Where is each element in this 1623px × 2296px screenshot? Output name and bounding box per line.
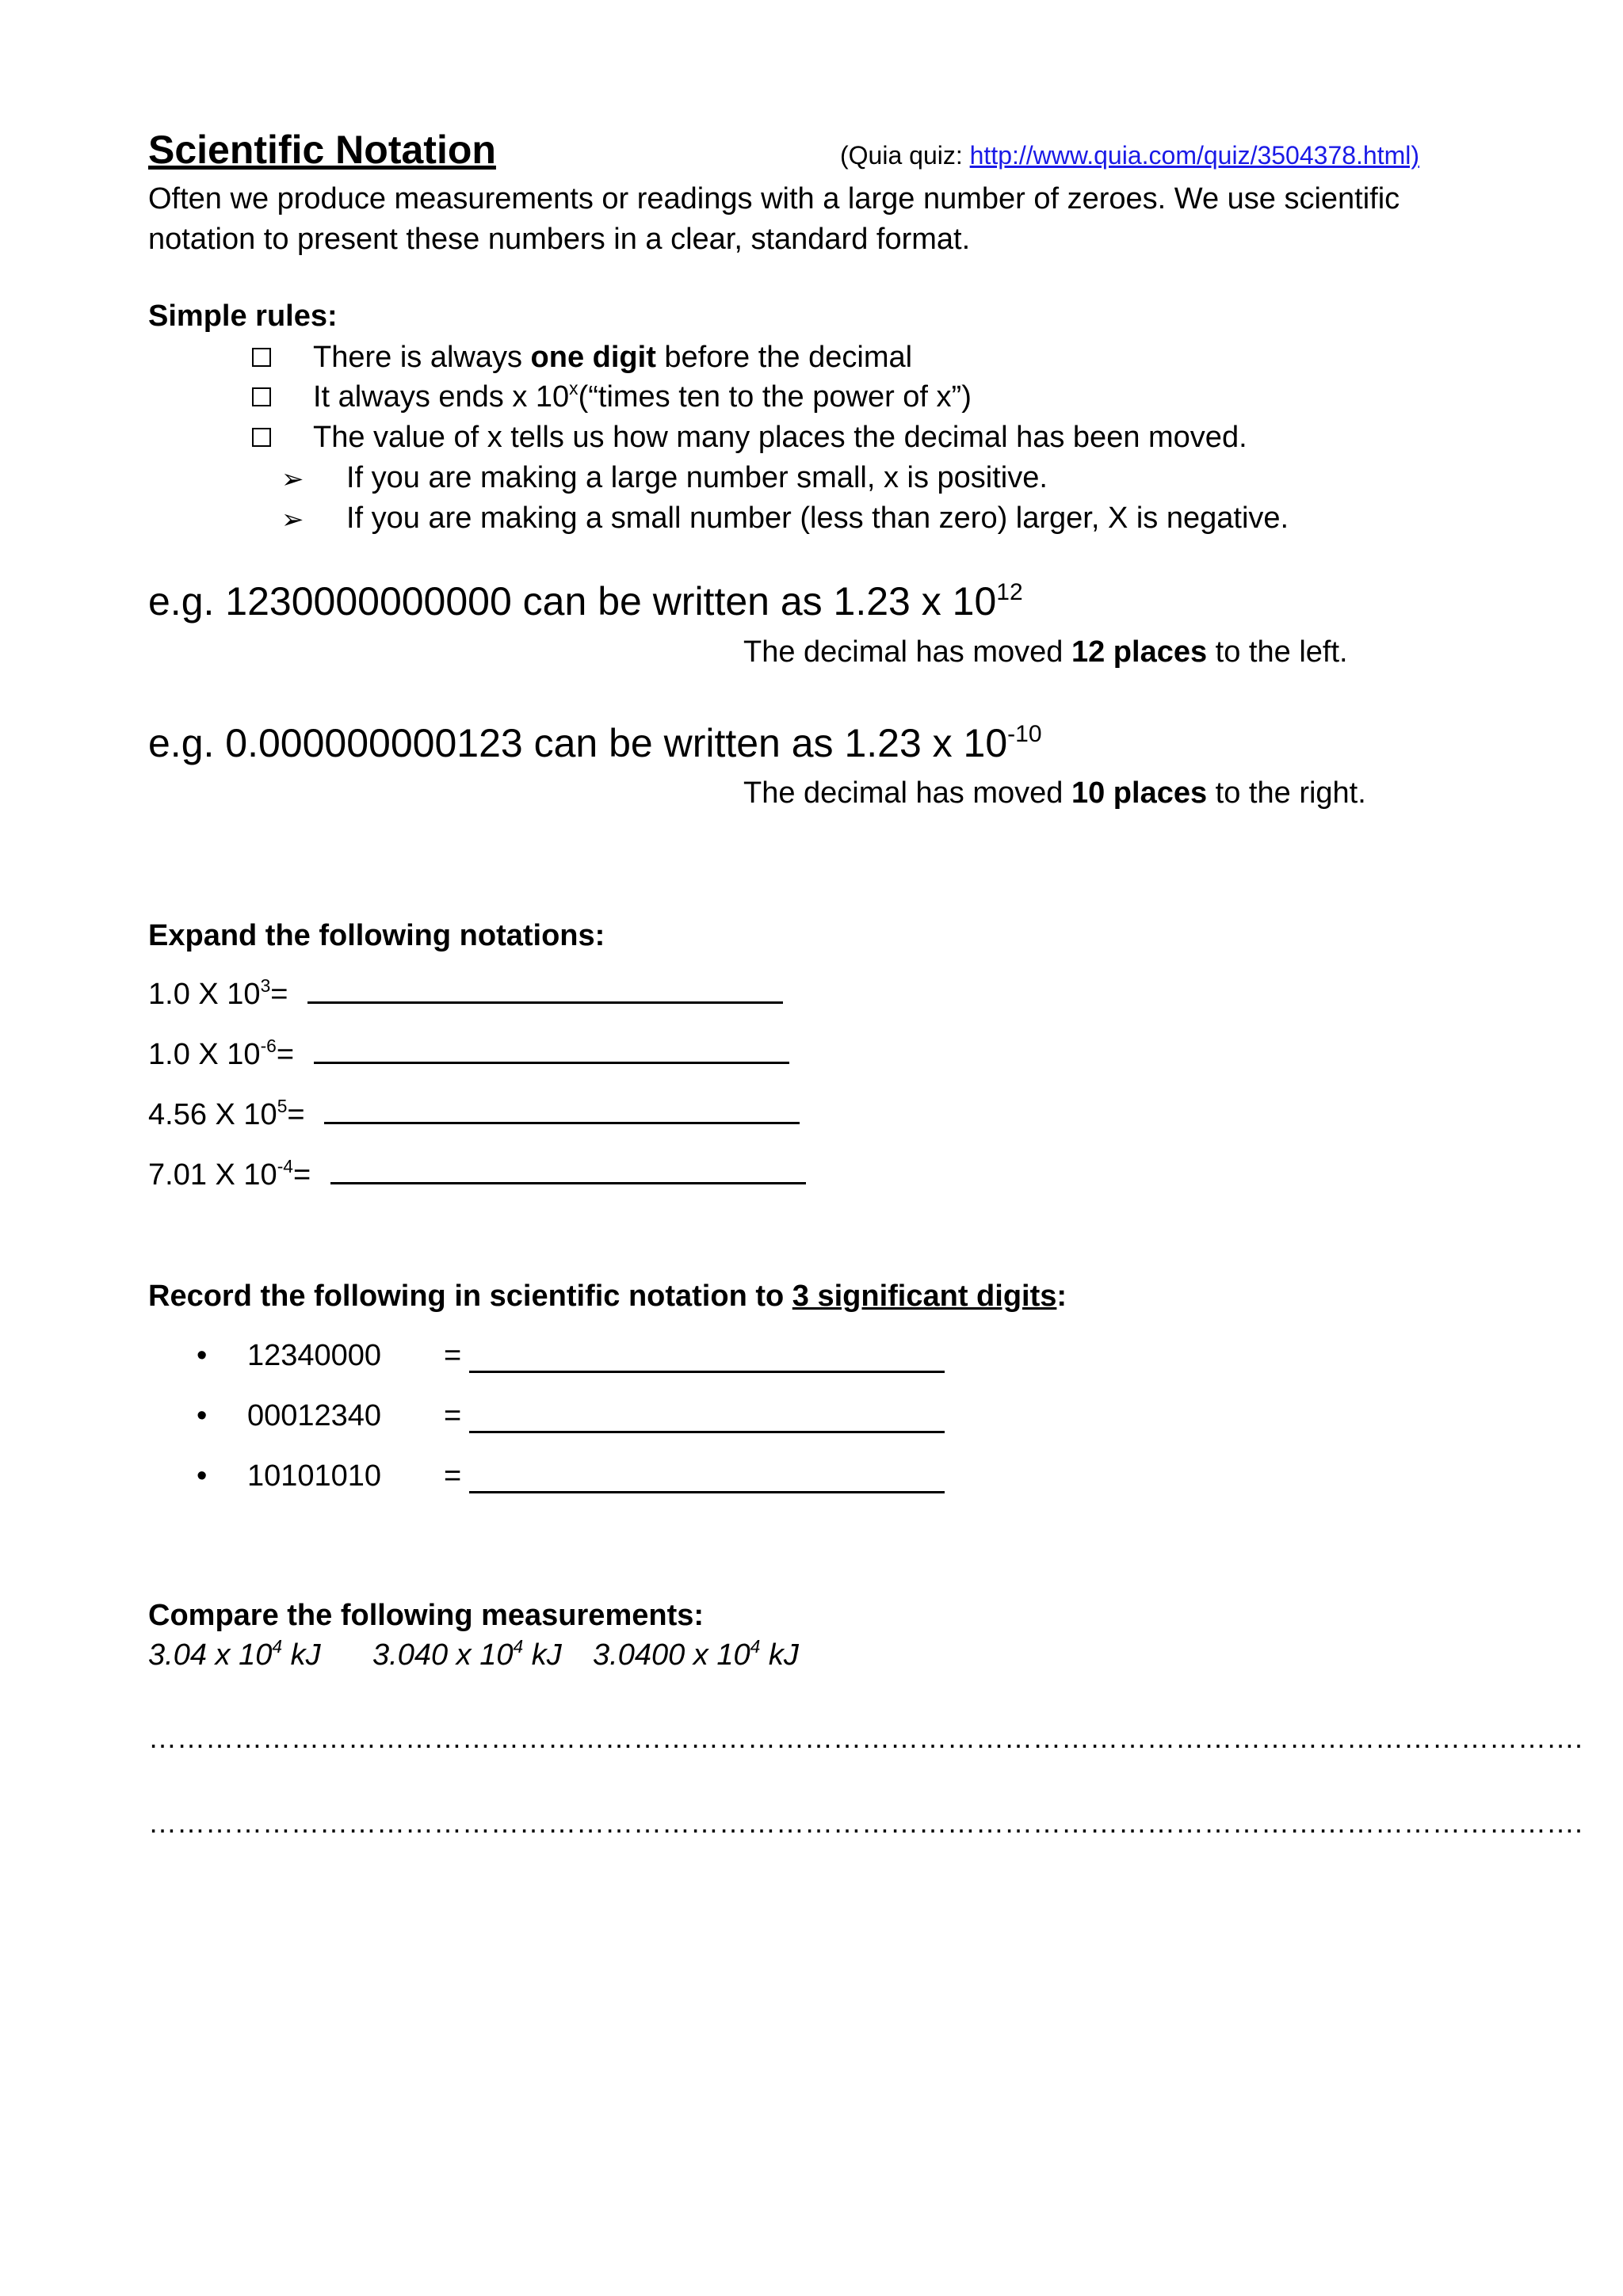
measurement-1-unit: kJ — [282, 1638, 321, 1672]
example-1-note-post: to the left. — [1207, 635, 1348, 669]
measurement-2-exponent: 4 — [513, 1636, 524, 1657]
expand-item-equals: = — [270, 978, 288, 1011]
measurement-3 — [593, 1638, 799, 1672]
record-heading-post: : — [1056, 1280, 1067, 1313]
rule-1-pre: There is always — [313, 341, 531, 374]
answer-blank[interactable] — [469, 1467, 945, 1493]
checkbox-icon — [252, 348, 271, 367]
expand-item-equals: = — [292, 1158, 311, 1192]
rule-2-pre: It always ends x 10 — [313, 380, 570, 414]
arrow-bullet-icon: ➢ — [281, 505, 304, 535]
answer-dotted-line-2[interactable]: ……………………………………………………………………………………………………………………………………. — [148, 1806, 1583, 1839]
example-1-note-pre: The decimal has moved — [743, 635, 1071, 669]
expand-item-base: 1.0 X 10 — [148, 978, 261, 1011]
rule-2 — [313, 380, 972, 414]
quiz-reference — [840, 141, 1419, 170]
measurement-3-unit: kJ — [760, 1638, 799, 1672]
checkbox-icon — [252, 387, 271, 406]
example-2 — [148, 720, 1042, 766]
example-2-note-post: to the right. — [1207, 776, 1366, 810]
example-2-note-bold: 10 places — [1071, 776, 1208, 810]
expand-item-base: 4.56 X 10 — [148, 1098, 277, 1131]
answer-dotted-line-1[interactable]: ……………………………………………………………………………………………………………………………………. — [148, 1722, 1583, 1754]
measurement-3-base: 3.0400 x 10 — [593, 1638, 750, 1672]
record-bullet-icon: • — [197, 1399, 208, 1432]
sub-rule-1: If you are making a large number small, x is positive. — [346, 461, 1048, 494]
expand-item-equals: = — [287, 1098, 305, 1131]
measurement-1-base: 3.04 x 10 — [148, 1638, 273, 1672]
rules-heading: Simple rules: — [148, 299, 338, 333]
example-2-text: e.g. 0.000000000123 can be written as 1.23 x 10 — [148, 721, 1008, 765]
quiz-link[interactable]: http://www.quia.com/quiz/3504378.html) — [969, 141, 1420, 170]
measurement-2-base: 3.040 x 10 — [372, 1638, 514, 1672]
rule-1 — [313, 341, 912, 375]
expand-item-3 — [148, 1098, 800, 1132]
example-2-note — [743, 776, 1366, 810]
example-1-note-bold: 12 places — [1071, 635, 1208, 669]
record-item-2: 00012340 — [247, 1399, 382, 1432]
answer-blank[interactable] — [324, 1098, 800, 1124]
expand-item-exponent: 5 — [277, 1096, 288, 1117]
record-item-1: 12340000 — [247, 1339, 382, 1372]
page-title: Scientific Notation — [148, 128, 496, 172]
expand-item-2 — [148, 1035, 789, 1072]
answer-blank[interactable] — [330, 1158, 806, 1184]
expand-item-equals: = — [276, 1038, 295, 1071]
expand-heading: Expand the following notations: — [148, 919, 605, 952]
expand-item-4 — [148, 1158, 806, 1192]
record-bullet-icon: • — [197, 1459, 208, 1493]
record-item-equals: = — [444, 1399, 462, 1432]
record-heading — [148, 1280, 1067, 1314]
expand-item-exponent: -6 — [260, 1035, 277, 1057]
answer-blank[interactable] — [314, 1038, 789, 1064]
rule-1-bold: one digit — [530, 341, 656, 374]
intro-paragraph: Often we produce measurements or readings with a large number of zeroes. We use scientific notation to present these numbers in a clear, standard format. — [148, 182, 1400, 256]
record-heading-underlined: 3 significant digits — [792, 1280, 1057, 1313]
rule-1-post: before the decimal — [655, 341, 913, 374]
sub-rule-2: If you are making a small number (less than zero) larger, X is negative. — [346, 502, 1289, 535]
expand-item-base: 7.01 X 10 — [148, 1158, 277, 1192]
quiz-prefix: (Quia quiz: — [840, 141, 970, 170]
example-2-exponent: -10 — [1007, 720, 1042, 747]
measurement-2-unit: kJ — [523, 1638, 562, 1672]
expand-item-exponent: 3 — [260, 975, 271, 997]
example-1-exponent: 12 — [996, 578, 1023, 605]
answer-blank[interactable] — [469, 1347, 945, 1373]
measurement-3-exponent: 4 — [750, 1636, 761, 1657]
rule-2-post: (“times ten to the power of x”) — [578, 380, 972, 414]
expand-item-exponent: -4 — [277, 1156, 293, 1177]
record-item-equals: = — [444, 1459, 462, 1493]
record-bullet-icon: • — [197, 1339, 208, 1372]
arrow-bullet-icon: ➢ — [281, 464, 304, 494]
example-1-note — [743, 635, 1348, 669]
expand-item-1 — [148, 975, 783, 1012]
answer-blank[interactable] — [469, 1407, 945, 1433]
example-2-note-pre: The decimal has moved — [743, 776, 1071, 810]
answer-blank[interactable] — [307, 978, 783, 1004]
rule-2-exponent: x — [569, 378, 579, 399]
checkbox-icon — [252, 428, 271, 447]
rule-3: The value of x tells us how many places the decimal has been moved. — [313, 421, 1247, 454]
example-1-text: e.g. 1230000000000 can be written as 1.23 x 10 — [148, 579, 997, 624]
example-1 — [148, 578, 1023, 624]
expand-item-base: 1.0 X 10 — [148, 1038, 261, 1071]
measurement-1-exponent: 4 — [272, 1636, 283, 1657]
record-item-3: 10101010 — [247, 1459, 382, 1493]
measurement-1 — [148, 1638, 321, 1672]
compare-heading: Compare the following measurements: — [148, 1599, 705, 1632]
record-item-equals: = — [444, 1339, 462, 1372]
record-heading-pre: Record the following in scientific notation to — [148, 1280, 792, 1313]
measurement-2 — [372, 1638, 562, 1672]
